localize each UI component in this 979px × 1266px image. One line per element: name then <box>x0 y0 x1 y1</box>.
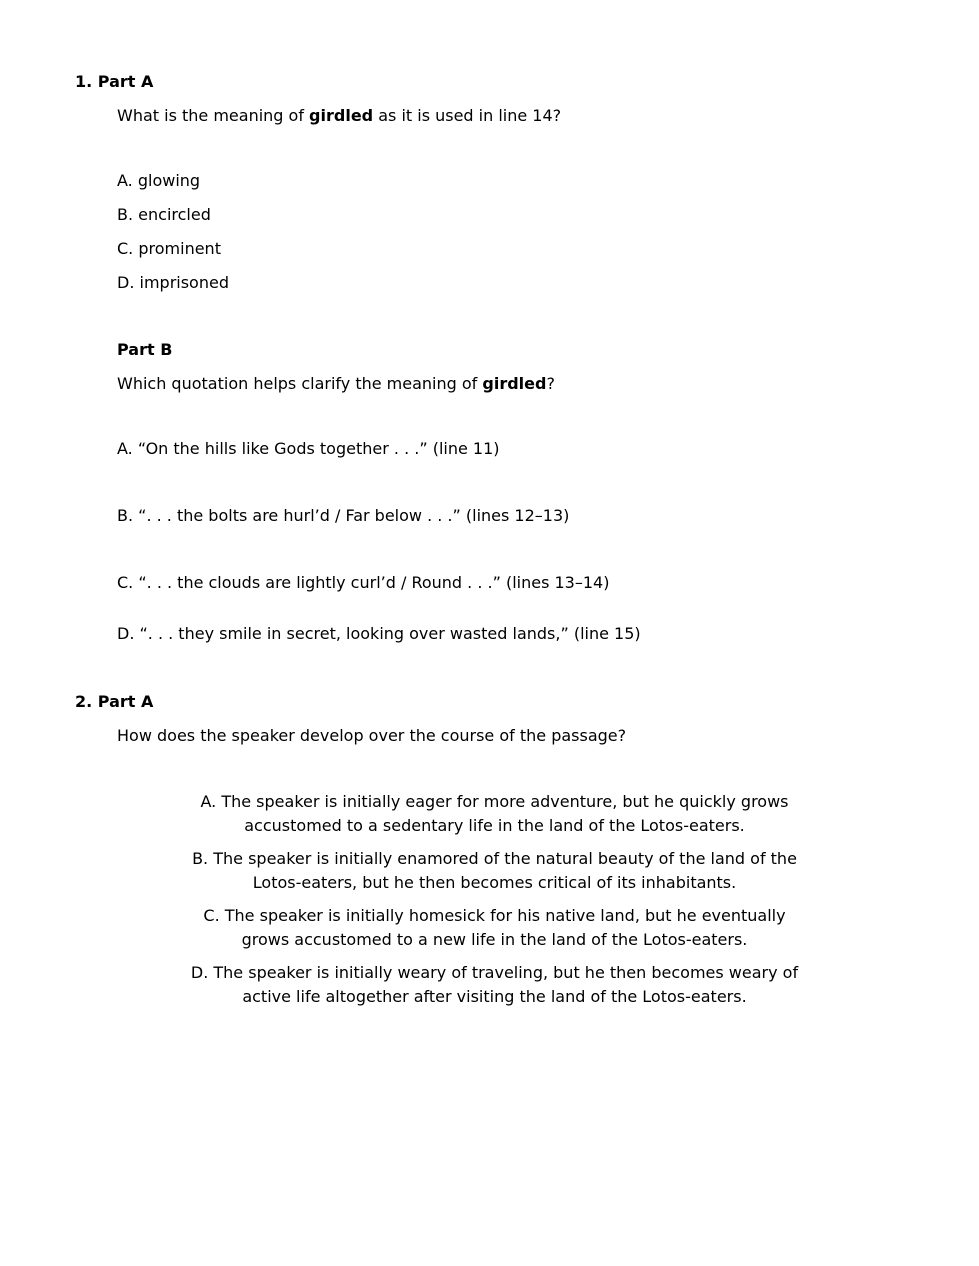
answer-option-b <box>117 203 949 227</box>
option-text-line-2: grows accustomed to a new life in the land of the Lotos-eaters. <box>241 930 748 949</box>
question-2-heading <box>75 690 949 714</box>
option-text: encircled <box>138 205 211 224</box>
option-label: B. <box>117 205 134 224</box>
option-text: glowing <box>137 171 201 190</box>
question-1b-options <box>117 437 949 646</box>
option-text-line-1: The speaker is initially eager for more adventure, but he quickly grows <box>221 792 789 811</box>
answer-option-b <box>117 847 872 895</box>
option-label: B. <box>192 849 209 868</box>
question-2-part-a-label: Part A <box>97 692 154 711</box>
option-text-line-2: active life altogether after visiting the land of the Lotos-eaters. <box>242 987 747 1006</box>
option-text-line-1: The speaker is initially weary of traveling, but he then becomes weary of <box>213 963 799 982</box>
question-1a-options <box>117 169 949 295</box>
option-label: D. <box>117 624 135 643</box>
option-text: “. . . the clouds are lightly curl’d / Round . . .” (lines 13–14) <box>138 573 610 592</box>
question-1-number: 1. <box>75 72 93 91</box>
option-text: “. . . the bolts are hurl’d / Far below . . .” (lines 12–13) <box>138 506 570 525</box>
prompt-text-suffix: ? <box>546 374 555 393</box>
answer-option-b <box>117 504 949 528</box>
question-2a-prompt: How does the speaker develop over the course of the passage? <box>117 726 627 745</box>
option-label: A. <box>200 792 217 811</box>
option-label: A. <box>117 439 133 458</box>
question-2-body <box>117 724 949 1009</box>
option-text-line-1: The speaker is initially homesick for his native land, but he eventually <box>224 906 786 925</box>
option-text: “. . . they smile in secret, looking over wasted lands,” (line 15) <box>139 624 641 643</box>
question-1-body <box>117 104 949 646</box>
option-label: C. <box>117 239 134 258</box>
answer-option-a <box>117 790 872 838</box>
option-line-1 <box>117 904 872 928</box>
option-label: D. <box>117 273 135 292</box>
question-1-part-b-label: Part B <box>117 340 173 359</box>
answer-option-d <box>117 271 949 295</box>
option-line-1 <box>117 847 872 871</box>
option-line-1 <box>117 961 872 985</box>
option-text: “On the hills like Gods together . . .” (line 11) <box>137 439 500 458</box>
answer-option-d <box>117 622 949 646</box>
question-1-part-a-label: Part A <box>97 72 154 91</box>
question-2a-options <box>117 790 872 1009</box>
prompt-text-suffix: as it is used in line 14? <box>373 106 562 125</box>
option-label: C. <box>203 906 220 925</box>
option-text-line-2: accustomed to a sedentary life in the land of the Lotos-eaters. <box>244 816 745 835</box>
option-text: imprisoned <box>139 273 229 292</box>
question-1-section <box>75 70 949 646</box>
answer-option-c <box>117 571 949 595</box>
question-1b-prompt <box>117 372 949 396</box>
prompt-text-prefix: Which quotation helps clarify the meaning of <box>117 374 483 393</box>
option-label: D. <box>190 963 209 982</box>
vocab-word: girdled <box>309 106 374 125</box>
option-label: A. <box>117 171 133 190</box>
option-line-1 <box>117 790 872 814</box>
answer-option-c <box>117 237 949 261</box>
option-label: C. <box>117 573 134 592</box>
answer-option-a <box>117 169 949 193</box>
vocab-word: girdled <box>482 374 547 393</box>
question-1-heading <box>75 70 949 94</box>
option-text-line-2: Lotos-eaters, but he then becomes critical of its inhabitants. <box>252 873 737 892</box>
answer-option-a <box>117 437 949 461</box>
question-2-number: 2. <box>75 692 93 711</box>
prompt-text-prefix: What is the meaning of <box>117 106 310 125</box>
option-label: B. <box>117 506 134 525</box>
answer-option-c <box>117 904 872 952</box>
question-1a-prompt <box>117 104 949 128</box>
option-text: prominent <box>138 239 221 258</box>
question-2-section <box>75 690 949 1009</box>
option-text-line-1: The speaker is initially enamored of the natural beauty of the land of the <box>213 849 797 868</box>
answer-option-d <box>117 961 872 1009</box>
